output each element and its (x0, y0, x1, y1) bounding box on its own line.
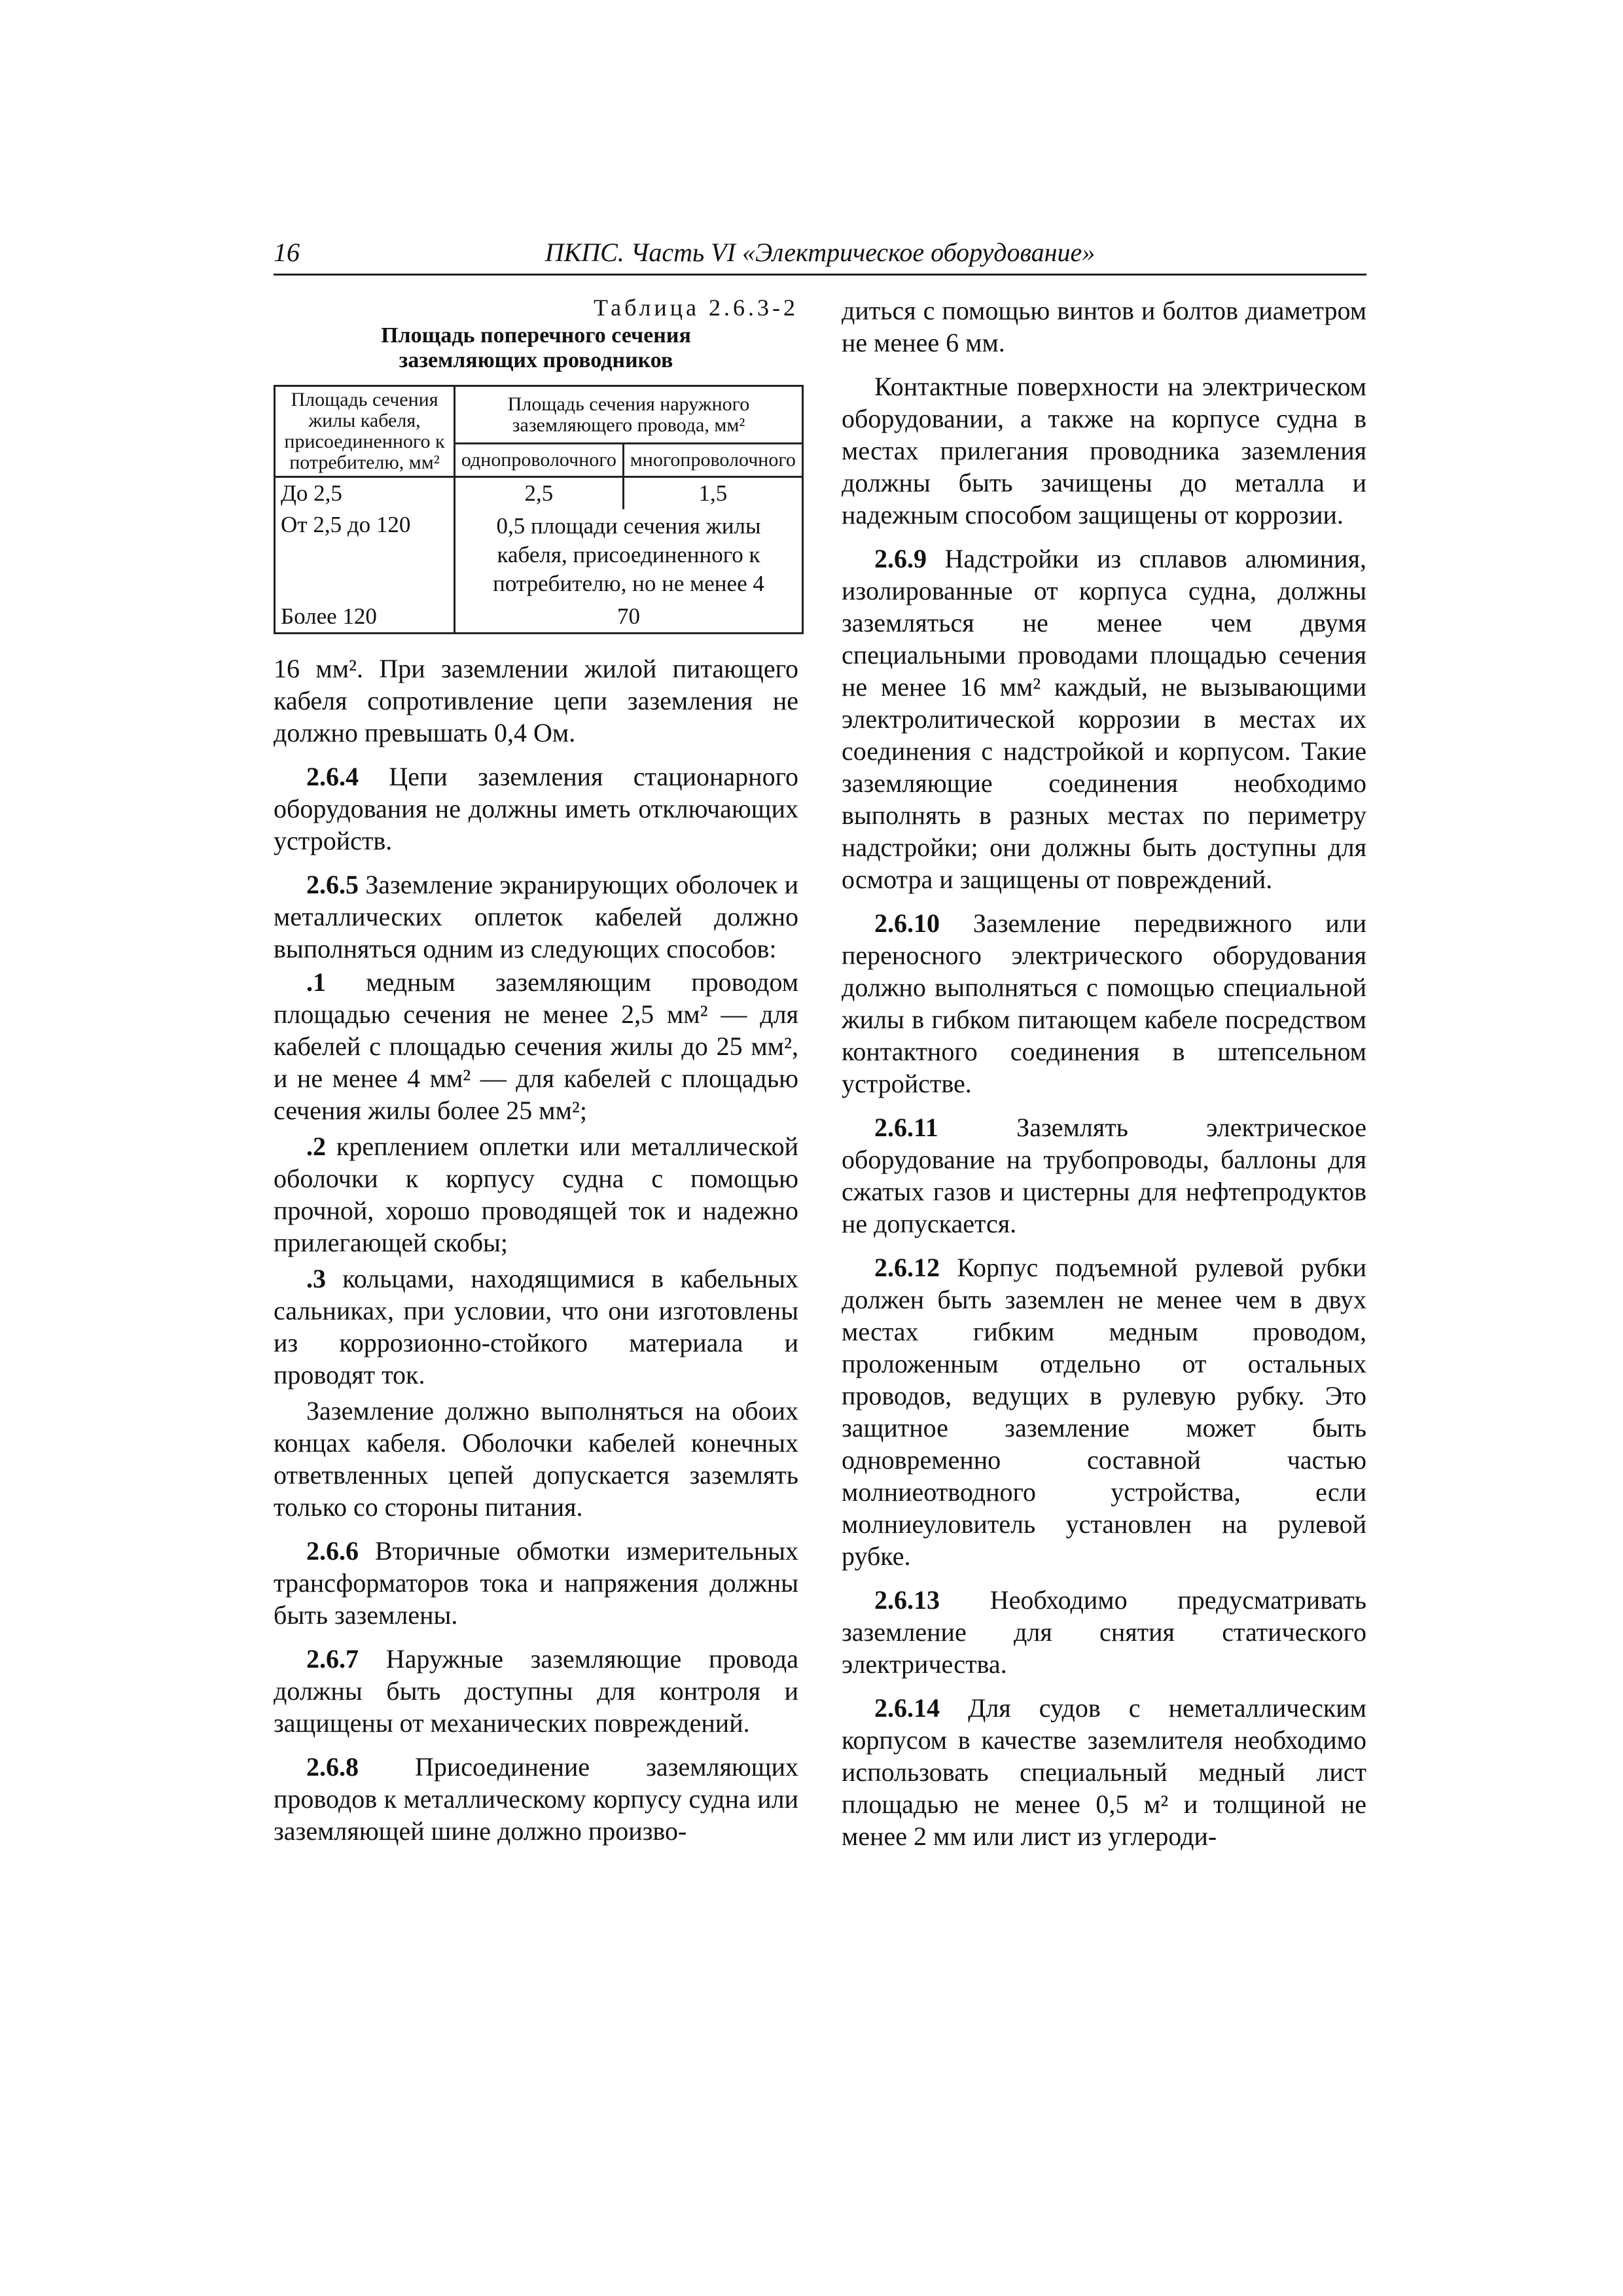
section-number: 2.6.12 (874, 1253, 940, 1282)
paragraph-text: Заземление экранирующих оболочек и металлических оплеток кабелей должно выполняться одним из следующих способов: (274, 870, 798, 963)
running-title: ПКПС. Часть VI «Электрическое оборудование» (544, 238, 1096, 267)
list-item-3 (274, 1263, 798, 1391)
table-cell-merged: 70 (617, 603, 640, 629)
item-text: медным заземляющим проводом площадью сечения не менее 2,5 мм² — для кабелей с площадью сечения жилы до 25 мм², и не менее 4 мм² — для кабелей с площадью сечения жилы более 25 мм²; (274, 967, 798, 1125)
left-column (274, 295, 798, 1859)
section-number: 2.6.9 (874, 544, 927, 573)
table-title-line-1: Площадь поперечного сечения (381, 323, 691, 348)
table-title-line-2: заземляющих проводников (399, 348, 673, 372)
paragraph-2-6-10 (842, 907, 1366, 1100)
paragraph-2-6-8 (274, 1751, 798, 1847)
paragraph-text: Вторичные обмотки измерительных трансформаторов тока и напряжения должны быть заземлены. (274, 1536, 798, 1630)
section-number: 2.6.4 (306, 762, 359, 791)
table-row (275, 477, 803, 510)
paragraph-2-6-11 (842, 1111, 1366, 1240)
table-cell-merged: 0,5 площади сечения жилы кабеля, присоединенного к потребителю, но не менее 4 (493, 513, 764, 596)
table-header-single-wire: однопроволочного (455, 444, 624, 477)
table-row (275, 509, 803, 601)
table-header-core-area: Площадь сечения жилы кабеля, присоединенного к потребителю, мм² (275, 386, 455, 477)
section-number: 2.6.10 (874, 908, 940, 938)
paragraph-2-6-12 (842, 1251, 1366, 1572)
item-text: креплением оплетки или металлической оболочки к корпусу судна с помощью прочной, хорошо проводящей ток и надежно прилегающей скобы; (274, 1132, 798, 1257)
paragraph-2-6-7 (274, 1643, 798, 1739)
item-number: .3 (306, 1264, 326, 1293)
paragraph-text: Наружные заземляющие провода должны быть доступны для контроля и защищены от механических повреждений. (274, 1644, 798, 1738)
paragraph-continuation: диться с помощью винтов и болтов диаметром не менее 6 мм. (842, 296, 1366, 357)
page-number: 16 (274, 238, 300, 267)
table-header-outer-conductor-area: Площадь сечения наружного заземляющего провода, мм² (455, 386, 803, 444)
item-number: .2 (306, 1132, 326, 1161)
list-item-1 (274, 966, 798, 1126)
paragraph-contact-surfaces: Контактные поверхности на электрическом оборудовании, а также на корпусе судна в местах прилегания проводника заземления должны быть зачищены до металла и надежным способом защищены от коррозии. (842, 372, 1366, 529)
paragraph-text: Корпус подъемной рулевой рубки должен быть заземлен не менее чем в двух местах гибким медным проводом, проложенным отдельно от остальных проводов, ведущих в рулевую рубку. Это защитное заземление может быть одновременно составной частью молниеотводного устройства, если молниеуловитель установлен на рулевой рубке. (842, 1253, 1366, 1571)
table-cell-single: 2,5 (455, 477, 624, 510)
table-caption: Таблица 2.6.3-2 (594, 295, 798, 321)
table-cell-label: От 2,5 до 120 (275, 509, 455, 601)
table-cell-label: Более 120 (275, 601, 455, 634)
table-title (274, 323, 798, 373)
section-number: 2.6.8 (306, 1752, 359, 1782)
paragraph-text: Необходимо предусматривать заземление для снятия статического электричества. (842, 1585, 1366, 1679)
item-number: .1 (306, 967, 326, 997)
table-cell-label: До 2,5 (275, 477, 455, 510)
paragraph-2-6-13 (842, 1584, 1366, 1680)
item-text: кольцами, находящимися в кабельных сальниках, при условии, что они изготовлены из коррозионно-стойкого материала и проводят ток. (274, 1264, 798, 1390)
paragraph-2-6-9 (842, 543, 1366, 895)
paragraph-2-6-5 (274, 869, 798, 965)
section-number: 2.6.13 (874, 1585, 940, 1615)
section-number: 2.6.14 (874, 1693, 940, 1723)
right-column (842, 295, 1366, 1864)
paragraph-continuation: 16 мм². При заземлении жилой питающего кабеля сопротивление цепи заземления не должно превышать 0,4 Ом. (274, 654, 798, 747)
paragraph-text: Цепи заземления стационарного оборудования не должны иметь отключающих устройств. (274, 762, 798, 855)
section-number: 2.6.5 (306, 870, 359, 899)
paragraph-both-ends: Заземление должно выполняться на обоих концах кабеля. Оболочки кабелей конечных ответвленных цепей допускается заземлять только со стороны питания. (274, 1396, 798, 1522)
table-row (275, 601, 803, 634)
page-header (274, 236, 1366, 276)
paragraph-2-6-4 (274, 761, 798, 857)
paragraph-text: Для судов с неметаллическим корпусом в качестве заземлителя необходимо использовать специальный медный лист площадью не менее 0,5 м² и толщиной не менее 2 мм или лист из углероди- (842, 1693, 1366, 1851)
table-header-multi-wire: многопроволочного (623, 444, 802, 477)
list-item-2 (274, 1130, 798, 1259)
paragraph-2-6-6 (274, 1535, 798, 1631)
section-number: 2.6.6 (306, 1536, 359, 1566)
table-cell-multi: 1,5 (698, 480, 728, 506)
paragraph-text: Заземление передвижного или переносного электрического оборудования должно выполняться с помощью специальной жилы в гибком питающем кабеле посредством контактного соединения в штепсельном устройстве. (842, 908, 1366, 1098)
paragraph-text: Присоединение заземляющих проводов к металлическому корпусу судна или заземляющей шине должно произво- (274, 1752, 798, 1846)
paragraph-2-6-14 (842, 1692, 1366, 1852)
section-number: 2.6.11 (874, 1113, 938, 1142)
paragraph-text: Надстройки из сплавов алюминия, изолированные от корпуса судна, должны заземляться не менее чем двумя специальными проводами площадью сечения не менее 16 мм² каждый, не вызывающими электролитической коррозии в местах их соединения с надстройкой и корпусом. Такие заземляющие соединения необходимо выполнять в разных местах по периметру надстройки; они должны быть доступны для осмотра и защищены от повреждений. (842, 544, 1366, 894)
paragraph-text: Заземлять электрическое оборудование на трубопроводы, баллоны для сжатых газов и цистерны для нефтепродуктов не допускается. (842, 1113, 1366, 1238)
section-number: 2.6.7 (306, 1644, 359, 1674)
grounding-conductor-table (274, 385, 804, 634)
